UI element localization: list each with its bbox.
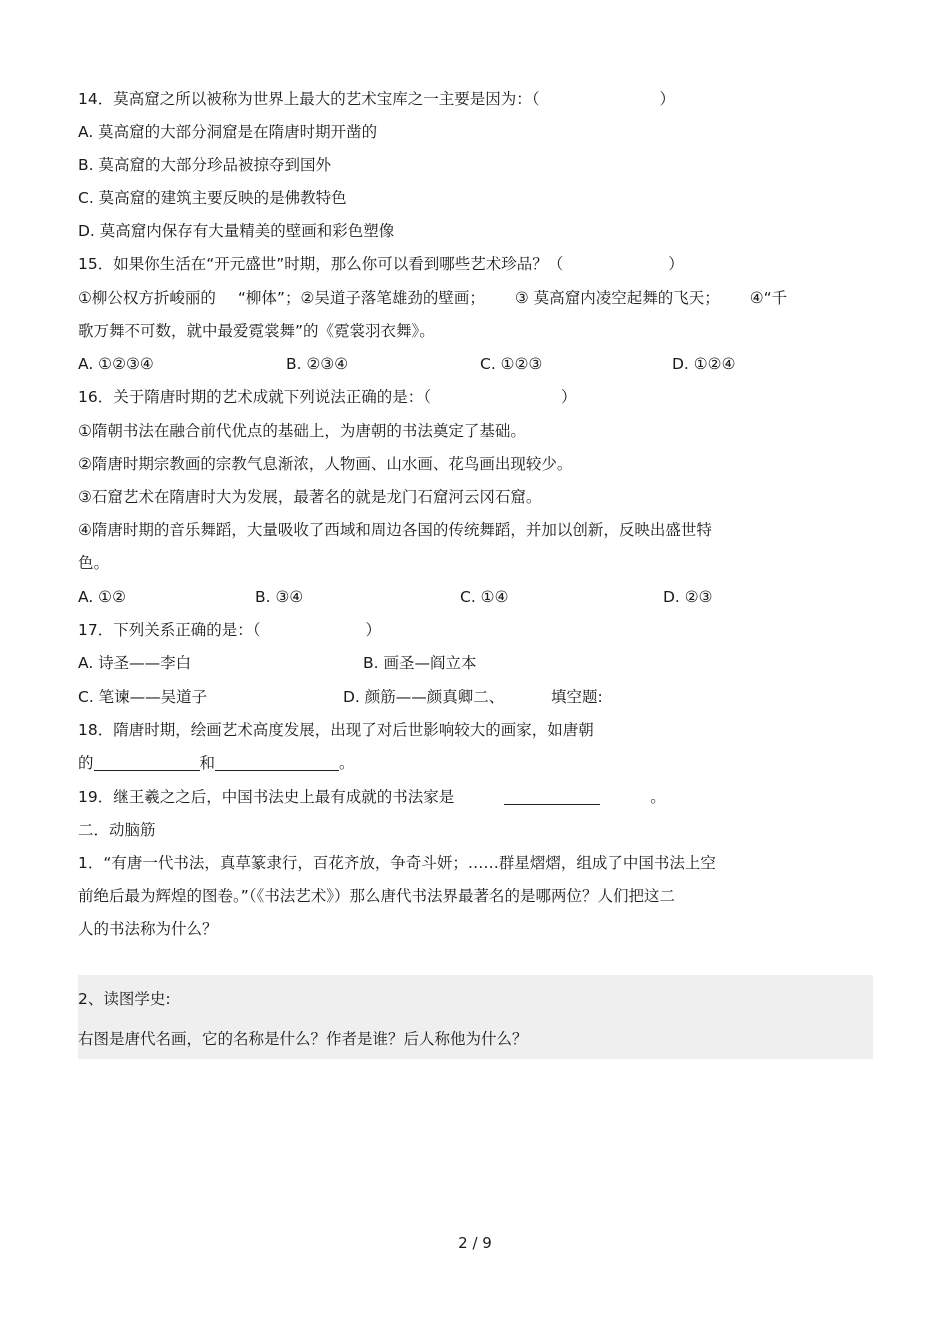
q17-option-d: D. 颜筋——颜真卿二、 xyxy=(343,688,505,706)
q15-stem: 15．如果你生活在“开元盛世”时期，那么你可以看到哪些艺术珍品？（ ） xyxy=(78,255,684,273)
q16-option-a: A. ①② xyxy=(78,588,126,606)
q16-option-d: D. ②③ xyxy=(663,588,713,606)
q14-option-a: A. 莫高窟的大部分洞窟是在隋唐时期开凿的 xyxy=(78,123,378,141)
fill-in-section-title: 填空题: xyxy=(551,688,603,706)
q15-statements-line1: ①柳公权方折峻丽的 “柳体”；②吴道子落笔雄劲的壁画； ③ 莫高窟内凌空起舞的飞天； ④“千 xyxy=(78,289,788,307)
q15-statements-line2: 歌万舞不可数，就中最爱霓裳舞”的《霓裳羽衣舞》。 xyxy=(78,322,435,340)
q19-stem: 19．继王羲之之后，中国书法史上最有成就的书法家是 。 xyxy=(78,788,666,806)
answer-blank-1[interactable] xyxy=(94,752,200,771)
q14-option-c: C. 莫高窟的建筑主要反映的是佛教特色 xyxy=(78,189,347,207)
q15-option-d: D. ①②④ xyxy=(672,355,736,373)
q17-stem: 17．下列关系正确的是：（ ） xyxy=(78,621,381,639)
section-2-title: 二．动脑筋 xyxy=(78,821,156,839)
q16-statement-2: ②隋唐时期宗教画的宗教气息渐浓，人物画、山水画、花鸟画出现较少。 xyxy=(78,455,573,473)
q16-stem: 16．关于隋唐时期的艺术成就下列说法正确的是：（ ） xyxy=(78,388,577,406)
q14-option-b: B. 莫高窟的大部分珍品被掠夺到国外 xyxy=(78,156,331,174)
q16-option-b: B. ③④ xyxy=(255,588,304,606)
q15-option-c: C. ①②③ xyxy=(480,355,543,373)
q14-option-d: D. 莫高窟内保存有大量精美的壁画和彩色塑像 xyxy=(78,222,395,240)
q17-option-b: B. 画圣—阎立本 xyxy=(363,654,477,672)
q18-stem: 18．隋唐时期，绘画艺术高度发展，出现了对后世影响较大的画家，如唐朝 xyxy=(78,721,594,739)
s2-question-1-line1: 1．“有唐一代书法，真草篆隶行，百花齐放，争奇斗妍；……群星熠熠，组成了中国书法上空 xyxy=(78,854,716,872)
s2-question-2-text: 右图是唐代名画，它的名称是什么？作者是谁？后人称他为什么？ xyxy=(78,1030,528,1048)
q14-stem: 14．莫高窟之所以被称为世界上最大的艺术宝库之一主要是因为：（ ） xyxy=(78,90,675,108)
page-number: 2 / 9 xyxy=(458,1234,492,1252)
q16-statement-4-cont: 色。 xyxy=(78,554,110,572)
q18-blanks: 的 和 。 xyxy=(78,754,355,772)
q17-option-c: C. 笔谏——吴道子 xyxy=(78,688,208,706)
q17-option-a: A. 诗圣——李白 xyxy=(78,654,192,672)
s2-question-1-line3: 人的书法称为什么？ xyxy=(78,920,218,938)
q16-statement-1: ①隋朝书法在融合前代优点的基础上，为唐朝的书法奠定了基础。 xyxy=(78,422,526,440)
q16-option-c: C. ①④ xyxy=(460,588,509,606)
q15-option-a: A. ①②③④ xyxy=(78,355,154,373)
s2-question-1-line2: 前绝后最为辉煌的图卷。”（《书法艺术》）那么唐代书法界最著名的是哪两位？人们把这二 xyxy=(78,887,676,905)
q15-option-b: B. ②③④ xyxy=(286,355,349,373)
q16-statement-3: ③石窟艺术在隋唐时大为发展，最著名的就是龙门石窟河云冈石窟。 xyxy=(78,488,542,506)
s2-question-2-title: 2、读图学史: xyxy=(78,990,171,1008)
answer-blank-3[interactable] xyxy=(504,786,600,805)
q16-statement-4: ④隋唐时期的音乐舞蹈，大量吸收了西域和周边各国的传统舞蹈，并加以创新，反映出盛世特 xyxy=(78,521,712,539)
answer-blank-2[interactable] xyxy=(215,752,339,771)
